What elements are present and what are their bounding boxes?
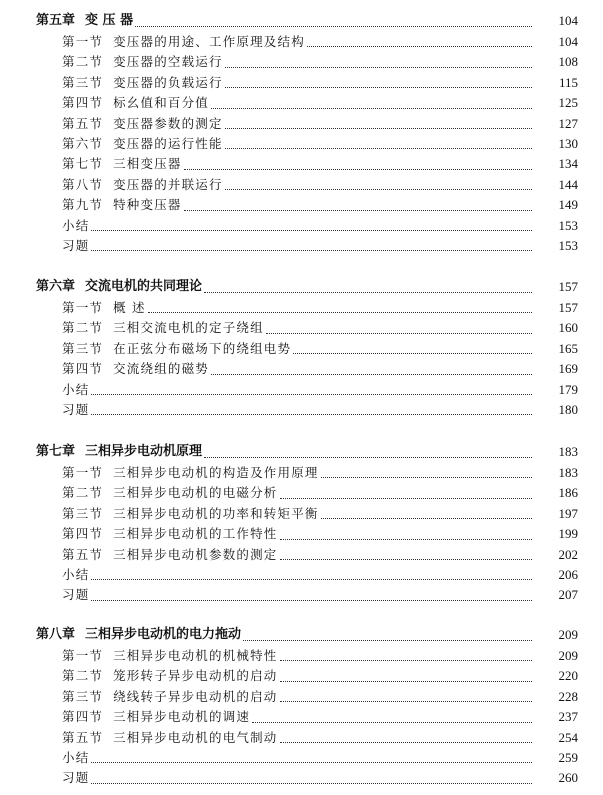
entry-title [62,339,291,359]
page-number: 207 [558,587,578,603]
leader-dots [280,539,532,540]
section-number: 第四节 [62,526,104,542]
leader-dots [293,353,532,354]
page-number: 199 [558,526,578,542]
section-name: 三相异步电动机的电磁分析 [113,485,278,501]
section-number: 第三节 [62,340,104,356]
page-number: 157 [558,299,578,315]
leader-dots [184,169,532,170]
page-number: 180 [558,401,578,417]
entry-title [62,687,278,707]
toc-entry[interactable] [0,114,603,134]
entry-title [62,195,182,215]
toc-entry[interactable] [0,93,603,113]
section-number: 第六节 [62,135,104,151]
section-name: 概 述 [113,299,146,315]
section-number: 第一节 [62,464,104,480]
entry-title [62,134,223,154]
section-number: 第二节 [62,320,104,336]
page-number: 254 [558,729,578,745]
section-name: 变压器的并联运行 [113,176,223,192]
toc-entry[interactable] [0,728,603,748]
entry-title [62,154,182,174]
entry-title [62,545,278,565]
page-number: 209 [558,627,578,642]
page-number: 104 [558,33,578,49]
page-number: 209 [558,647,578,663]
leader-dots [252,722,532,723]
leader-dots [135,26,532,27]
section-name: 交流绕组的磁势 [113,361,210,377]
entry-title [62,32,305,52]
page-number: 144 [558,176,578,192]
page-number: 179 [558,381,578,397]
chapter-heading[interactable] [0,276,603,298]
page-number: 115 [558,74,578,90]
entry-title [62,236,89,256]
page-number: 108 [558,54,578,70]
chapter-number: 第八章 [36,627,76,642]
entry-title [62,359,209,379]
page-number: 149 [558,197,578,213]
section-number: 第一节 [62,33,104,49]
leader-dots [148,312,532,313]
toc-entry[interactable] [0,400,603,420]
page-number: 186 [558,485,578,501]
leader-dots [321,477,532,478]
toc-entry[interactable] [0,483,603,503]
leader-dots [184,210,532,211]
section-name: 三相异步电动机的机械特性 [113,647,278,663]
leader-dots [91,600,532,601]
leader-dots [243,640,532,641]
entry-title [62,114,223,134]
section-name: 绕线转子异步电动机的启动 [113,688,278,704]
section-name: 三相异步电动机的调速 [113,709,251,725]
toc-entry[interactable] [0,646,603,666]
entry-title [62,646,278,666]
entry-title [62,216,89,236]
section-number: 第四节 [62,95,104,111]
leader-dots [280,559,532,560]
toc-entry[interactable] [0,585,603,605]
page-number: 165 [558,340,578,356]
page-number: 197 [558,505,578,521]
chapter-heading[interactable] [0,624,603,646]
entry-title [62,748,89,768]
entry-title [62,504,319,524]
section-name: 标幺值和百分值 [113,95,210,111]
section-number: 第二节 [62,485,104,501]
chapter-name: 变 压 器 [85,13,134,28]
page-number: 228 [558,688,578,704]
leader-dots [225,189,532,190]
toc-entry[interactable] [0,707,603,727]
entry-title [62,666,278,686]
chapter-title [36,624,241,646]
toc-entry[interactable] [0,318,603,338]
chapter-title [36,276,202,298]
chapter-title [36,10,133,32]
entry-title [62,483,278,503]
page-number: 153 [558,217,578,233]
section-name: 三相异步电动机的工作特性 [113,526,278,542]
section-number: 第一节 [62,647,104,663]
entry-title [62,707,250,727]
section-name: 习题 [62,401,90,417]
leader-dots [204,292,532,293]
chapter-heading[interactable] [0,10,603,32]
chapter-title [36,441,202,463]
leader-dots [280,498,532,499]
section-name: 三相交流电机的定子绕组 [113,320,264,336]
toc-entry[interactable] [0,52,603,72]
leader-dots [225,128,532,129]
section-name: 小结 [62,381,90,397]
toc-entry[interactable] [0,359,603,379]
toc-entry[interactable] [0,768,603,788]
chapter-number: 第五章 [36,13,76,28]
leader-dots [280,701,532,702]
leader-dots [266,333,532,334]
entry-title [62,380,89,400]
leader-dots [91,783,532,784]
toc-entry[interactable] [0,195,603,215]
page-number: 206 [558,566,578,582]
leader-dots [225,148,532,149]
page-number: 130 [558,135,578,151]
page-number: 125 [558,95,578,111]
toc-entry[interactable] [0,666,603,686]
section-name: 三相异步电动机的构造及作用原理 [113,464,319,480]
entry-title [62,175,223,195]
leader-dots [280,681,532,682]
entry-title [62,585,89,605]
page-number: 260 [558,770,578,786]
section-name: 三相异步电动机参数的测定 [113,546,278,562]
chapter-number: 第六章 [36,279,76,294]
toc-entry[interactable] [0,32,603,52]
toc-entry[interactable] [0,236,603,256]
entry-title [62,524,278,544]
page-number: 169 [558,361,578,377]
toc-entry[interactable] [0,339,603,359]
section-name: 习题 [62,587,90,603]
page-number: 259 [558,749,578,765]
section-name: 变压器的运行性能 [113,135,223,151]
entry-title [62,318,264,338]
section-number: 第五节 [62,729,104,745]
page-number: 127 [558,115,578,131]
section-name: 变压器的空载运行 [113,54,223,70]
section-number: 第二节 [62,668,104,684]
section-number: 第四节 [62,709,104,725]
toc-entry[interactable] [0,134,603,154]
section-name: 习题 [62,237,90,253]
section-name: 在正弦分布磁场下的绕组电势 [113,340,292,356]
leader-dots [91,230,532,231]
section-name: 小结 [62,566,90,582]
leader-dots [91,250,532,251]
leader-dots [211,374,532,375]
page-number: 153 [558,237,578,253]
page-number: 104 [558,13,578,28]
page-number: 134 [558,156,578,172]
section-name: 特种变压器 [113,197,182,213]
section-number: 第一节 [62,299,104,315]
section-name: 变压器的负载运行 [113,74,223,90]
chapter-name: 交流电机的共同理论 [85,279,203,294]
section-number: 第八节 [62,176,104,192]
section-number: 第二节 [62,54,104,70]
section-number: 第七节 [62,156,104,172]
page-number: 157 [558,279,578,294]
section-name: 笼形转子异步电动机的启动 [113,668,278,684]
leader-dots [280,660,532,661]
toc-entry[interactable] [0,216,603,236]
entry-title [62,298,146,318]
section-name: 习题 [62,770,90,786]
entry-title [62,400,89,420]
entry-title [62,728,278,748]
page-number: 183 [558,444,578,459]
page-number: 237 [558,709,578,725]
leader-dots [91,394,532,395]
section-name: 三相异步电动机的电气制动 [113,729,278,745]
leader-dots [321,518,532,519]
toc-entry[interactable] [0,73,603,93]
entry-title [62,52,223,72]
leader-dots [225,67,532,68]
entry-title [62,565,89,585]
page-number: 160 [558,320,578,336]
leader-dots [225,87,532,88]
leader-dots [91,762,532,763]
section-number: 第三节 [62,74,104,90]
section-name: 三相变压器 [113,156,182,172]
leader-dots [91,579,532,580]
chapter-heading[interactable] [0,441,603,463]
toc-entry[interactable] [0,524,603,544]
toc-entry[interactable] [0,687,603,707]
entry-title [62,463,319,483]
leader-dots [280,742,532,743]
section-number: 第九节 [62,197,104,213]
entry-title [62,93,209,113]
leader-dots [211,108,532,109]
page-number: 220 [558,668,578,684]
section-name: 小结 [62,217,90,233]
chapter-section [0,276,603,420]
entry-title [62,73,223,93]
toc-entry[interactable] [0,175,603,195]
toc-entry[interactable] [0,565,603,585]
leader-dots [204,457,532,458]
section-name: 变压器的用途、工作原理及结构 [113,33,305,49]
leader-dots [91,414,532,415]
section-name: 变压器参数的测定 [113,115,223,131]
section-number: 第五节 [62,546,104,562]
entry-title [62,768,89,788]
leader-dots [307,46,532,47]
section-number: 第三节 [62,688,104,704]
section-name: 三相异步电动机的功率和转矩平衡 [113,505,319,521]
toc-entry[interactable] [0,298,603,318]
chapter-number: 第七章 [36,444,76,459]
chapter-name: 三相异步电动机原理 [85,444,203,459]
toc-entry[interactable] [0,504,603,524]
chapter-section [0,10,603,256]
page-number: 202 [558,546,578,562]
chapter-section [0,624,603,789]
toc-entry[interactable] [0,380,603,400]
section-name: 小结 [62,749,90,765]
section-number: 第五节 [62,115,104,131]
chapter-section [0,441,603,606]
toc-entry[interactable] [0,154,603,174]
toc-entry[interactable] [0,748,603,768]
toc-entry[interactable] [0,463,603,483]
toc-entry[interactable] [0,545,603,565]
chapter-name: 三相异步电动机的电力拖动 [85,627,242,642]
page-number: 183 [558,464,578,480]
section-number: 第三节 [62,505,104,521]
section-number: 第四节 [62,361,104,377]
